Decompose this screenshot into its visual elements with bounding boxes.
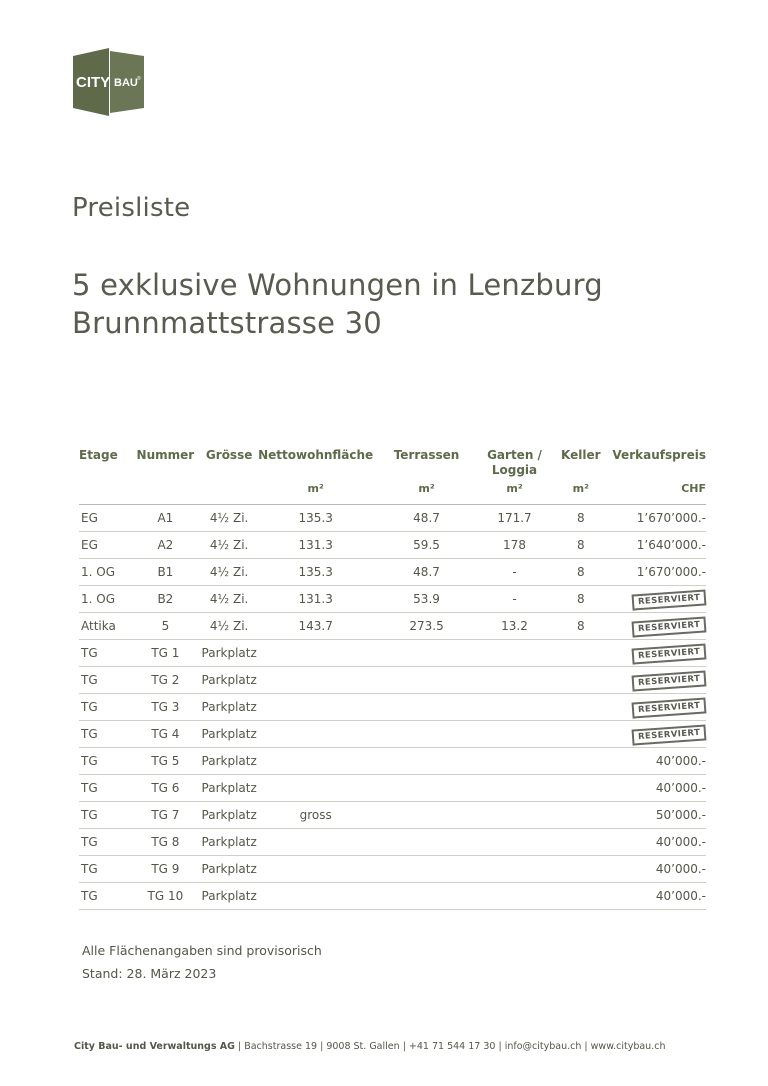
cell-etage: 1. OG bbox=[79, 559, 131, 586]
cell-etage: TG bbox=[79, 856, 131, 883]
cell-groesse: Parkplatz bbox=[200, 802, 258, 829]
cell-groesse: Parkplatz bbox=[200, 640, 258, 667]
reserved-stamp: RESERVIERT bbox=[631, 697, 706, 718]
cell-keller bbox=[549, 802, 612, 829]
cell-netto bbox=[258, 667, 373, 694]
cell-terrassen: 53.9 bbox=[373, 586, 480, 613]
cell-garten bbox=[480, 694, 549, 721]
cell-garten: 171.7 bbox=[480, 505, 549, 532]
cell-nummer: TG 6 bbox=[131, 775, 201, 802]
price-table bbox=[79, 444, 706, 910]
cell-preis: 1’670’000.- bbox=[612, 505, 706, 532]
cell-keller bbox=[549, 775, 612, 802]
unit-netto: m² bbox=[258, 482, 373, 505]
cell-nummer: TG 4 bbox=[131, 721, 201, 748]
cell-etage: TG bbox=[79, 640, 131, 667]
cell-preis bbox=[612, 667, 706, 694]
cell-garten: - bbox=[480, 586, 549, 613]
cell-netto bbox=[258, 748, 373, 775]
cell-keller: 8 bbox=[549, 613, 612, 640]
cell-etage: TG bbox=[79, 748, 131, 775]
cell-nummer: TG 8 bbox=[131, 829, 201, 856]
cell-terrassen bbox=[373, 694, 480, 721]
table-row bbox=[79, 883, 706, 910]
table-row bbox=[79, 829, 706, 856]
page-subtitle bbox=[72, 266, 603, 342]
cell-keller: 8 bbox=[549, 559, 612, 586]
table-row bbox=[79, 721, 706, 748]
cell-garten: 13.2 bbox=[480, 613, 549, 640]
reserved-stamp: RESERVIERT bbox=[631, 643, 706, 664]
cell-garten bbox=[480, 883, 549, 910]
cell-terrassen bbox=[373, 802, 480, 829]
cell-garten bbox=[480, 667, 549, 694]
table-header-row bbox=[79, 444, 706, 482]
cell-groesse: Parkplatz bbox=[200, 748, 258, 775]
cell-netto bbox=[258, 694, 373, 721]
col-header-nummer: Nummer bbox=[136, 448, 195, 462]
col-header-preis: Verkaufspreis bbox=[612, 448, 706, 462]
cell-preis: 1’640’000.- bbox=[612, 532, 706, 559]
cell-preis bbox=[612, 586, 706, 613]
unit-terrassen: m² bbox=[373, 482, 480, 505]
col-header-terrassen: Terrassen bbox=[393, 448, 460, 462]
footer-email-link[interactable]: info@citybau.ch bbox=[504, 1041, 582, 1052]
logo-text-city: CITY bbox=[76, 74, 111, 91]
cell-terrassen bbox=[373, 640, 480, 667]
col-header-etage: Etage bbox=[79, 448, 118, 462]
cell-garten: - bbox=[480, 559, 549, 586]
cell-preis: 40’000.- bbox=[612, 883, 706, 910]
cell-keller bbox=[549, 829, 612, 856]
cell-nummer: B1 bbox=[131, 559, 201, 586]
cell-groesse: 4½ Zi. bbox=[200, 559, 258, 586]
table-row bbox=[79, 532, 706, 559]
cell-preis: 40’000.- bbox=[612, 856, 706, 883]
cell-netto bbox=[258, 856, 373, 883]
cell-preis bbox=[612, 613, 706, 640]
cell-netto bbox=[258, 721, 373, 748]
cell-terrassen: 48.7 bbox=[373, 505, 480, 532]
cell-netto: 143.7 bbox=[258, 613, 373, 640]
cell-keller bbox=[549, 721, 612, 748]
cell-terrassen: 48.7 bbox=[373, 559, 480, 586]
cell-groesse: Parkplatz bbox=[200, 775, 258, 802]
cell-nummer: TG 2 bbox=[131, 667, 201, 694]
unit-groesse bbox=[200, 482, 258, 505]
cell-netto bbox=[258, 829, 373, 856]
cell-nummer: A2 bbox=[131, 532, 201, 559]
cell-keller: 8 bbox=[549, 505, 612, 532]
logo-text-bau: BAU bbox=[114, 77, 138, 89]
table-row bbox=[79, 775, 706, 802]
cell-groesse: 4½ Zi. bbox=[200, 613, 258, 640]
cell-garten bbox=[480, 721, 549, 748]
cell-terrassen: 59.5 bbox=[373, 532, 480, 559]
cell-preis: 40’000.- bbox=[612, 775, 706, 802]
footer-sep: | bbox=[320, 1041, 324, 1052]
reserved-stamp: RESERVIERT bbox=[631, 724, 706, 745]
reserved-stamp: RESERVIERT bbox=[631, 616, 706, 637]
cell-groesse: Parkplatz bbox=[200, 694, 258, 721]
cell-nummer: TG 3 bbox=[131, 694, 201, 721]
cell-etage: EG bbox=[79, 505, 131, 532]
table-units-row bbox=[79, 482, 706, 505]
cell-terrassen: 273.5 bbox=[373, 613, 480, 640]
cell-preis: 40’000.- bbox=[612, 748, 706, 775]
cell-nummer: TG 1 bbox=[131, 640, 201, 667]
cell-terrassen bbox=[373, 775, 480, 802]
page-title: Preisliste bbox=[72, 193, 191, 223]
unit-nummer bbox=[131, 482, 201, 505]
cell-preis: 40’000.- bbox=[612, 829, 706, 856]
note-provisional: Alle Flächenangaben sind provisorisch bbox=[82, 943, 322, 958]
footer-website-link[interactable]: www.citybau.ch bbox=[590, 1041, 666, 1052]
logo-registered-mark: ® bbox=[137, 76, 141, 82]
cell-terrassen bbox=[373, 721, 480, 748]
cell-netto: 131.3 bbox=[258, 586, 373, 613]
cell-etage: 1. OG bbox=[79, 586, 131, 613]
col-header-netto: Nettowohnfläche bbox=[258, 448, 374, 462]
reserved-stamp: RESERVIERT bbox=[631, 589, 706, 610]
cell-keller bbox=[549, 883, 612, 910]
cell-groesse: Parkplatz bbox=[200, 883, 258, 910]
cell-nummer: B2 bbox=[131, 586, 201, 613]
cell-netto: gross bbox=[258, 802, 373, 829]
cell-etage: TG bbox=[79, 775, 131, 802]
cell-terrassen bbox=[373, 667, 480, 694]
cell-etage: EG bbox=[79, 532, 131, 559]
footer-city: 9008 St. Gallen bbox=[326, 1041, 400, 1052]
cell-keller: 8 bbox=[549, 586, 612, 613]
footer-address: Bachstrasse 19 bbox=[244, 1041, 318, 1052]
table-row bbox=[79, 694, 706, 721]
table-row bbox=[79, 505, 706, 532]
col-header-keller: Keller bbox=[561, 448, 601, 462]
footer-sep: | bbox=[402, 1041, 406, 1052]
cell-nummer: 5 bbox=[131, 613, 201, 640]
cell-preis bbox=[612, 721, 706, 748]
table-row bbox=[79, 667, 706, 694]
cell-etage: Attika bbox=[79, 613, 131, 640]
cell-etage: TG bbox=[79, 883, 131, 910]
cell-terrassen bbox=[373, 829, 480, 856]
cell-groesse: 4½ Zi. bbox=[200, 505, 258, 532]
unit-etage bbox=[79, 482, 131, 505]
cell-etage: TG bbox=[79, 694, 131, 721]
cell-garten bbox=[480, 640, 549, 667]
cell-groesse: 4½ Zi. bbox=[200, 586, 258, 613]
subtitle-line-1: 5 exklusive Wohnungen in Lenzburg bbox=[72, 268, 603, 302]
col-header-groesse: Grösse bbox=[205, 448, 253, 462]
cell-groesse: 4½ Zi. bbox=[200, 532, 258, 559]
cell-preis bbox=[612, 694, 706, 721]
cell-netto bbox=[258, 883, 373, 910]
cell-keller bbox=[549, 748, 612, 775]
cell-nummer: TG 7 bbox=[131, 802, 201, 829]
footer-sep: | bbox=[237, 1041, 242, 1052]
cell-keller bbox=[549, 856, 612, 883]
footer bbox=[74, 1041, 665, 1052]
cell-garten bbox=[480, 856, 549, 883]
cell-keller bbox=[549, 694, 612, 721]
cell-nummer: A1 bbox=[131, 505, 201, 532]
cell-netto: 135.3 bbox=[258, 505, 373, 532]
cell-nummer: TG 5 bbox=[131, 748, 201, 775]
cell-preis: 50’000.- bbox=[612, 802, 706, 829]
cell-terrassen bbox=[373, 748, 480, 775]
unit-preis: CHF bbox=[612, 482, 706, 505]
cell-groesse: Parkplatz bbox=[200, 721, 258, 748]
cell-groesse: Parkplatz bbox=[200, 829, 258, 856]
cell-groesse: Parkplatz bbox=[200, 667, 258, 694]
unit-garten: m² bbox=[480, 482, 549, 505]
footer-phone: +41 71 544 17 30 bbox=[408, 1041, 496, 1052]
cell-etage: TG bbox=[79, 802, 131, 829]
cell-garten bbox=[480, 775, 549, 802]
cell-nummer: TG 10 bbox=[131, 883, 201, 910]
cell-etage: TG bbox=[79, 721, 131, 748]
cell-keller bbox=[549, 640, 612, 667]
unit-keller: m² bbox=[549, 482, 612, 505]
subtitle-line-2: Brunnmattstrasse 30 bbox=[72, 306, 382, 340]
cell-etage: TG bbox=[79, 829, 131, 856]
cell-terrassen bbox=[373, 856, 480, 883]
cell-garten bbox=[480, 802, 549, 829]
cell-netto: 135.3 bbox=[258, 559, 373, 586]
cell-etage: TG bbox=[79, 667, 131, 694]
table-row bbox=[79, 586, 706, 613]
table-row bbox=[79, 640, 706, 667]
table-row bbox=[79, 559, 706, 586]
cell-preis bbox=[612, 640, 706, 667]
cell-netto bbox=[258, 640, 373, 667]
cell-groesse: Parkplatz bbox=[200, 856, 258, 883]
cell-preis: 1’670’000.- bbox=[612, 559, 706, 586]
table-row bbox=[79, 748, 706, 775]
reserved-stamp: RESERVIERT bbox=[631, 670, 706, 691]
note-date: Stand: 28. März 2023 bbox=[82, 966, 217, 981]
footer-company: City Bau- und Verwaltungs AG bbox=[74, 1041, 235, 1052]
cell-nummer: TG 9 bbox=[131, 856, 201, 883]
cell-garten bbox=[480, 748, 549, 775]
table-row bbox=[79, 856, 706, 883]
footer-sep: | bbox=[498, 1041, 502, 1052]
cell-terrassen bbox=[373, 883, 480, 910]
cell-netto: 131.3 bbox=[258, 532, 373, 559]
table-row bbox=[79, 613, 706, 640]
citybau-logo bbox=[73, 48, 144, 116]
cell-garten bbox=[480, 829, 549, 856]
cell-garten: 178 bbox=[480, 532, 549, 559]
footer-sep: | bbox=[584, 1041, 588, 1052]
cell-keller bbox=[549, 667, 612, 694]
col-header-garten: Garten / Loggia bbox=[487, 448, 542, 477]
cell-keller: 8 bbox=[549, 532, 612, 559]
cell-netto bbox=[258, 775, 373, 802]
table-row bbox=[79, 802, 706, 829]
